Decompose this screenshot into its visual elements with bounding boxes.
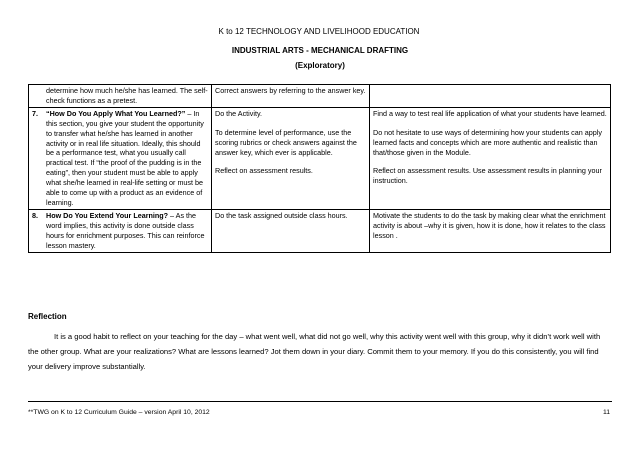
- item-number: 7.: [32, 108, 38, 118]
- student-task-paragraph: Do the Activity.: [215, 108, 263, 118]
- teacher-note-paragraph: Do not hesitate to use ways of determining how your students can apply learned facts and concepts which are more authentic and realistic than that/those given in the Module.: [373, 127, 602, 157]
- item-number: 8.: [32, 210, 38, 220]
- document-subject-title: K to 12 TECHNOLOGY AND LIVELIHOOD EDUCATION: [218, 27, 420, 36]
- teacher-note-paragraph: Reflect on assessment results. Use assessment results in planning your instruction.: [373, 166, 602, 186]
- course-title: INDUSTRIAL ARTS - MECHANICAL DRAFTING: [231, 46, 409, 55]
- table-cell-student-task: Do the task assigned outside class hours.: [212, 209, 370, 252]
- table-cell-activity: [29, 107, 212, 209]
- activity-text: – As the word implies, this activity is done outside class hours for enrichment purposes. This can reinforce lesson mastery.: [46, 210, 205, 250]
- activity-text: – In this section, you give your student the opportunity to transfer what he/she has learned in another activity or in real life situation. Ideally, this should be a performance test, what you usually call practical test. If “the proof of the pudding is in the eating”, then your student must be able to apply what she/he learned in real-life setting or must be able to come up with a product as an evidence of learning.: [46, 108, 204, 207]
- table-row: [29, 209, 611, 252]
- table-cell-teacher-note: Motivate the students to do the task by making clear what the enrichment activity is about –why it is given, how it is done, how it relates to the class lesson .: [370, 209, 611, 252]
- table-cell-teacher-note: [370, 85, 611, 108]
- table-row: [29, 107, 611, 209]
- table-cell-activity: [29, 85, 212, 108]
- table-cell-teacher-note: [370, 107, 611, 209]
- table-cell-student-task: Correct answers by referring to the answer key.: [212, 85, 370, 108]
- activity-text: determine how much he/she has learned. The self-check functions as a pretest.: [46, 86, 208, 105]
- table-row: [29, 85, 611, 108]
- teacher-note-paragraph: Find a way to test real life application of what your students have learned.: [373, 108, 607, 118]
- student-task-paragraph: To determine level of performance, use the scoring rubrics or check answers against the answer key, which ever is applicable.: [215, 127, 357, 157]
- teaching-guide-table: [28, 84, 611, 253]
- course-level: (Exploratory): [295, 61, 345, 70]
- reflection-heading: Reflection: [28, 312, 67, 321]
- table-cell-activity: [29, 209, 212, 252]
- table-cell-student-task: [212, 107, 370, 209]
- activity-heading: “How Do You Apply What You Learned?”: [46, 108, 186, 118]
- page-number: 11: [602, 409, 610, 416]
- student-task-paragraph: Reflect on assessment results.: [215, 166, 313, 176]
- footer-version-note: **TWG on K to 12 Curriculum Guide – version April 10, 2012: [28, 409, 210, 416]
- footer-divider: [28, 401, 612, 402]
- reflection-body: It is a good habit to reflect on your teaching for the day – what went well, what did not go well, why this activity went well with this group, why it didn’t work well with the other group. What are your realizations? What are lessons learned? Jot them down in your diary. Commit them to your memory. If you do this consistently, you will find your delivery improve substantially.: [28, 332, 601, 371]
- activity-heading: How Do You Extend Your Learning?: [46, 210, 169, 220]
